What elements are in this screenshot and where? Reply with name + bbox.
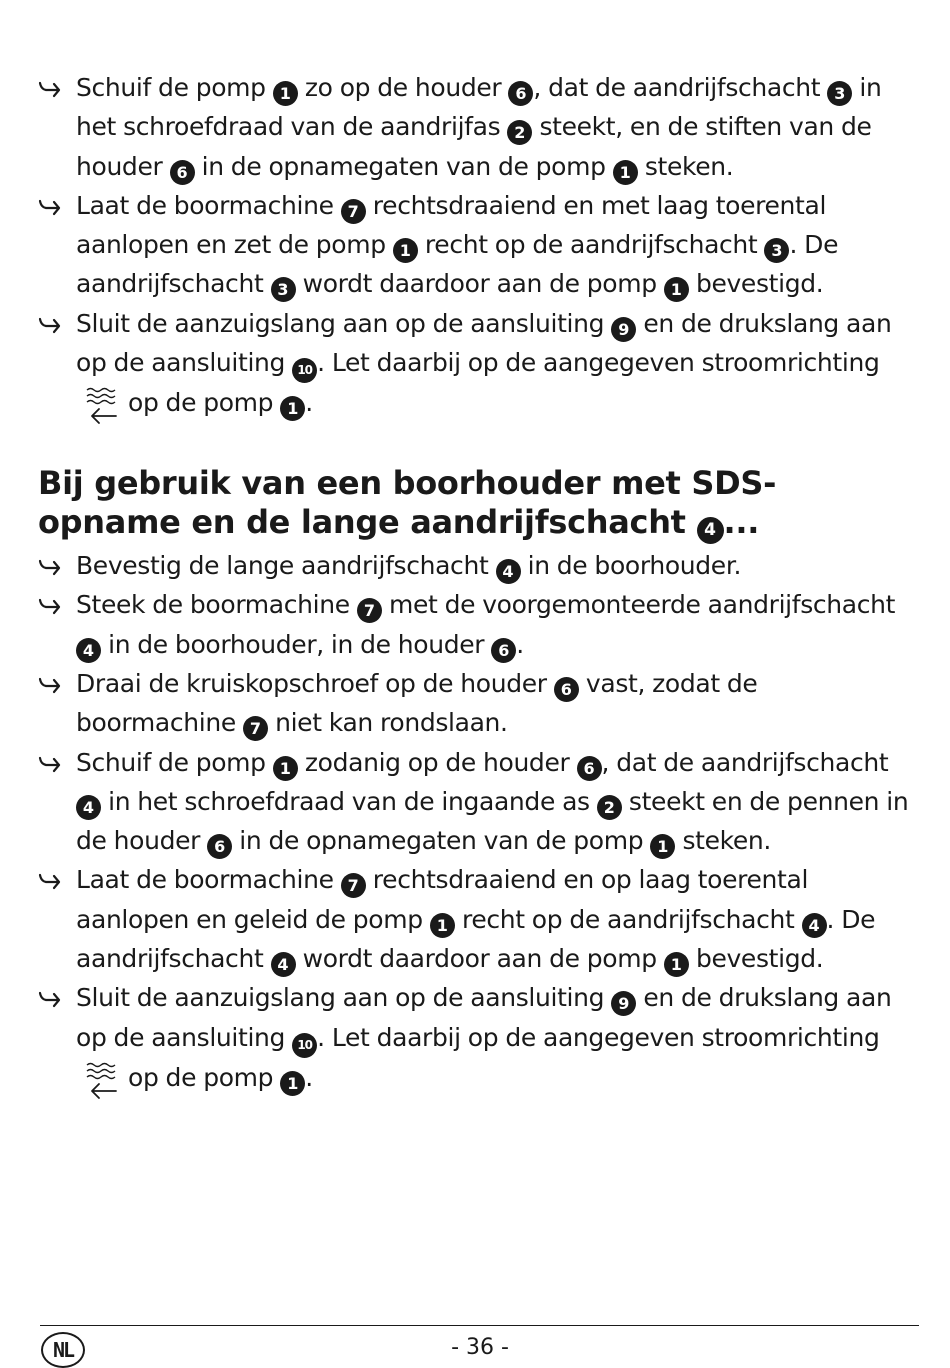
instruction-step: Laat de boormachine 7 rechtsdraaiend en met laag toerental aanlopen en zet de pomp 1 recht op de aandrijfschacht 3 . De aandrijfschacht 3 wordt daardoor aan de pomp 1 bevestigd. bbox=[38, 186, 918, 304]
flow-direction-icon bbox=[84, 1060, 120, 1100]
flow-direction-icon bbox=[84, 385, 120, 425]
part-number-badge: 1 bbox=[664, 277, 689, 302]
part-number-badge: 9 bbox=[611, 317, 636, 342]
section-heading: Bij gebruik van een boorhouder met SDS-opname en de lange aandrijfschacht 4 ... bbox=[38, 464, 918, 544]
part-number-badge: 6 bbox=[508, 81, 533, 106]
part-number-badge: 7 bbox=[357, 598, 382, 623]
page-number: - 36 - bbox=[451, 1335, 509, 1360]
part-number-badge: 4 bbox=[802, 913, 827, 938]
part-number-badge: 7 bbox=[341, 873, 366, 898]
part-number-badge: 1 bbox=[664, 952, 689, 977]
instruction-step: Laat de boormachine 7 rechtsdraaiend en op laag toerental aanlopen en geleid de pomp 1 recht op de aandrijfschacht 4 . De aandrijfschacht 4 wordt daardoor aan de pomp 1 bevestigd. bbox=[38, 860, 918, 978]
part-number-badge: 10 bbox=[292, 358, 317, 383]
instruction-step: Sluit de aanzuigslang aan op de aansluiting 9 en de drukslang aan op de aansluiting 10 . Let daarbij op de aangegeven stroomrichtingop de pomp 1 . bbox=[38, 304, 918, 425]
part-number-badge: 3 bbox=[827, 81, 852, 106]
hand-arrow-icon bbox=[38, 594, 68, 618]
part-number-badge: 4 bbox=[496, 559, 521, 584]
hand-arrow-icon bbox=[38, 313, 68, 337]
part-number-badge: 10 bbox=[292, 1033, 317, 1058]
part-number-badge: 1 bbox=[273, 756, 298, 781]
hand-arrow-icon bbox=[38, 555, 68, 579]
part-number-badge: 6 bbox=[554, 677, 579, 702]
hand-arrow-icon bbox=[38, 195, 68, 219]
part-number-badge: 9 bbox=[611, 991, 636, 1016]
part-number-badge: 2 bbox=[507, 120, 532, 145]
part-number-badge: 1 bbox=[280, 396, 305, 421]
instruction-step: Bevestig de lange aandrijfschacht 4 in de boorhouder. bbox=[38, 546, 918, 585]
part-number-badge: 6 bbox=[170, 160, 195, 185]
instruction-step: Steek de boormachine 7 met de voorgemonteerde aandrijfschacht 4 in de boorhouder, in de houder 6 . bbox=[38, 585, 918, 664]
part-number-badge: 1 bbox=[393, 238, 418, 263]
part-number-badge: 7 bbox=[243, 716, 268, 741]
part-number-badge: 1 bbox=[613, 160, 638, 185]
page-content bbox=[38, 68, 918, 1100]
part-number-badge: 1 bbox=[280, 1071, 305, 1096]
part-number-badge: 6 bbox=[577, 756, 602, 781]
hand-arrow-icon bbox=[38, 869, 68, 893]
instruction-step: Schuif de pomp 1 zo op de houder 6 , dat de aandrijfschacht 3 in het schroefdraad van de aandrijfas 2 steekt, en de stiften van de houder 6 in de opnamegaten van de pomp 1 steken. bbox=[38, 68, 918, 186]
part-number-badge: 4 bbox=[76, 638, 101, 663]
hand-arrow-icon bbox=[38, 987, 68, 1011]
part-number-badge: 1 bbox=[650, 834, 675, 859]
part-number-badge: 7 bbox=[341, 199, 366, 224]
part-number-badge: 1 bbox=[273, 81, 298, 106]
part-number-badge: 3 bbox=[764, 238, 789, 263]
part-number-badge: 6 bbox=[207, 834, 232, 859]
hand-arrow-icon bbox=[38, 77, 68, 101]
hand-arrow-icon bbox=[38, 673, 68, 697]
part-number-badge: 6 bbox=[491, 638, 516, 663]
language-badge: NL bbox=[41, 1332, 85, 1368]
instruction-step: Schuif de pomp 1 zodanig op de houder 6 , dat de aandrijfschacht 4 in het schroefdraad van de ingaande as 2 steekt en de pennen in de houder 6 in de opnamegaten van de pomp 1 steken. bbox=[38, 743, 918, 861]
part-number-badge: 1 bbox=[430, 913, 455, 938]
hand-arrow-icon bbox=[38, 752, 68, 776]
part-number-badge: 4 bbox=[76, 795, 101, 820]
part-number-badge: 4 bbox=[697, 517, 724, 544]
footer-divider bbox=[40, 1325, 919, 1326]
instruction-step: Sluit de aanzuigslang aan op de aansluiting 9 en de drukslang aan op de aansluiting 10 . Let daarbij op de aangegeven stroomrichtingop de pomp 1 . bbox=[38, 978, 918, 1099]
instruction-step: Draai de kruiskopschroef op de houder 6 vast, zodat de boormachine 7 niet kan rondslaan. bbox=[38, 664, 918, 743]
part-number-badge: 4 bbox=[271, 952, 296, 977]
part-number-badge: 3 bbox=[271, 277, 296, 302]
part-number-badge: 2 bbox=[597, 795, 622, 820]
